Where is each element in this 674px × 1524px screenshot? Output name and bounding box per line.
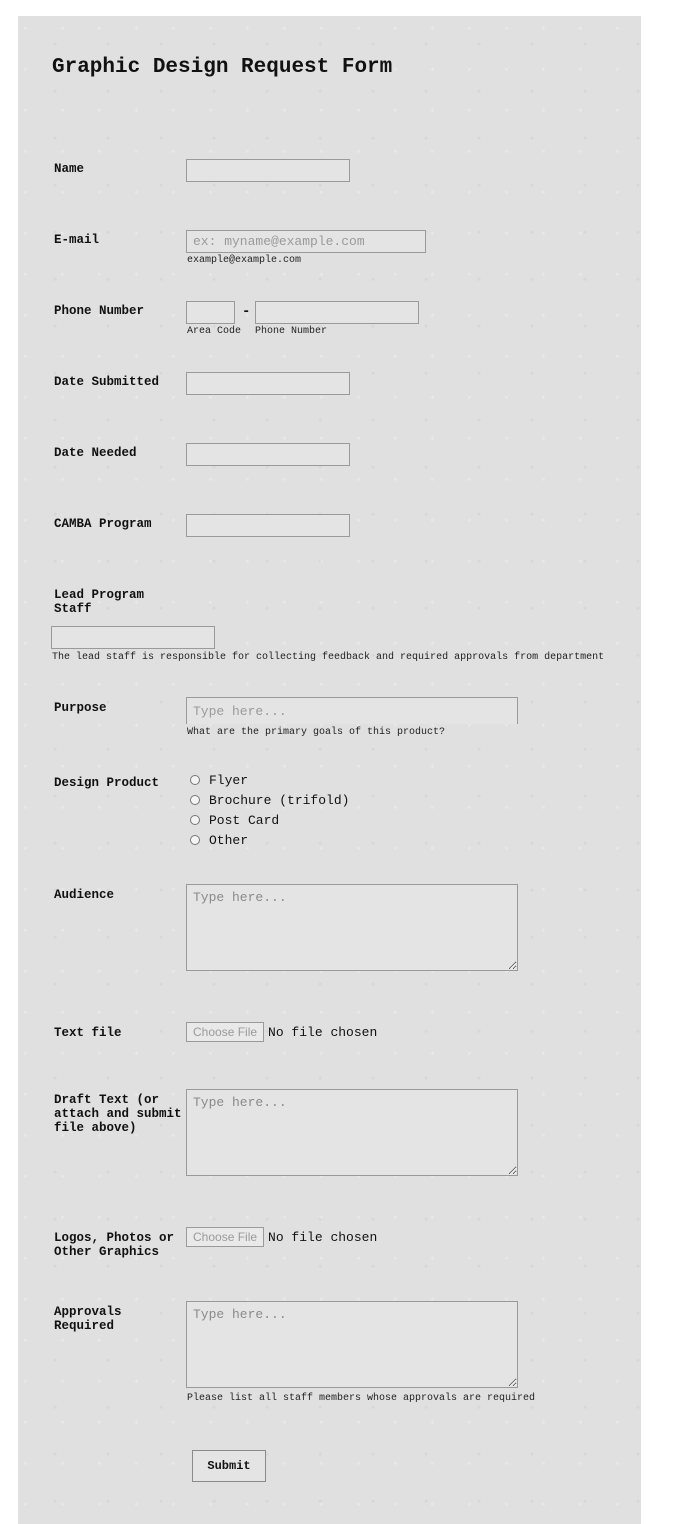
design-product-label: Design Product [54,776,160,790]
area-code-input[interactable] [186,301,235,324]
radio-option-label: Brochure (trifold) [209,792,350,808]
text-file-upload[interactable] [186,1022,377,1042]
date-needed-input[interactable] [186,443,350,466]
phone-number-sublabel: Phone Number [255,326,328,337]
radio-option-brochure[interactable] [190,791,349,809]
draft-text-label: Draft Text (or attach and submit file above) [54,1093,182,1135]
graphics-label: Logos, Photos or Other Graphics [54,1231,175,1259]
radio-option-post-card[interactable] [190,811,279,829]
date-needed-label: Date Needed [54,446,137,460]
text-file-label: Text file [54,1026,122,1040]
radio-option-label: Flyer [209,772,249,788]
radio-option-other[interactable] [190,831,248,849]
email-label: E-mail [54,233,100,247]
phone-number-input[interactable] [255,301,419,324]
radio-option-flyer[interactable] [190,771,248,789]
purpose-input[interactable] [186,697,518,724]
date-submitted-label: Date Submitted [54,375,160,389]
purpose-label: Purpose [54,701,107,715]
date-submitted-input[interactable] [186,372,350,395]
audience-textarea[interactable] [186,884,518,971]
graphics-file-upload[interactable] [186,1227,377,1247]
submit-button[interactable]: Submit [192,1450,266,1482]
phone-label: Phone Number [54,304,145,318]
approvals-label: Approvals Required [54,1305,122,1333]
email-input[interactable] [186,230,426,253]
name-input[interactable] [186,159,350,182]
camba-program-input[interactable] [186,514,350,537]
form-title: Graphic Design Request Form [52,56,393,79]
phone-separator: - [242,304,251,320]
radio-option-label: Other [209,832,249,848]
audience-label: Audience [54,888,115,902]
name-label: Name [54,162,85,176]
radio-button[interactable] [190,775,200,785]
camba-program-label: CAMBA Program [54,517,152,531]
purpose-sublabel: What are the primary goals of this product? [187,727,446,738]
lead-staff-input[interactable] [51,626,215,649]
radio-button[interactable] [190,815,200,825]
radio-button[interactable] [190,835,200,845]
email-sublabel: example@example.com [187,255,302,266]
approvals-textarea[interactable] [186,1301,518,1388]
area-code-sublabel: Area Code [187,326,242,337]
radio-option-label: Post Card [209,812,280,828]
draft-text-textarea[interactable] [186,1089,518,1176]
choose-file-button[interactable]: Choose File [186,1022,264,1042]
approvals-sublabel: Please list all staff members whose approvals are required [187,1393,536,1404]
choose-file-button[interactable]: Choose File [186,1227,264,1247]
radio-button[interactable] [190,795,200,805]
file-status: No file chosen [268,1024,378,1040]
file-status: No file chosen [268,1229,378,1245]
lead-staff-sublabel: The lead staff is responsible for collecting feedback and required approvals from department [52,652,605,663]
lead-staff-label: Lead Program Staff [54,588,145,616]
